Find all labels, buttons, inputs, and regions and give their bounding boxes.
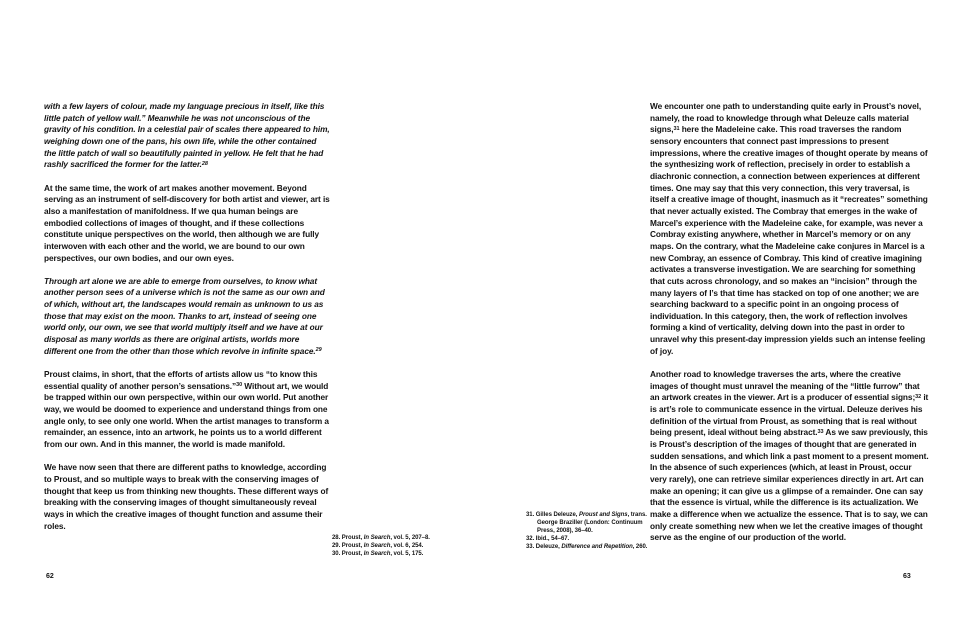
paragraph-material-signs: We encounter one path to understanding quite early in Proust’s novel, namely, the road to knowledge through what Deleuze calls material signs,$^{31}$ here the Madeleine cake. This road traverses the random sensory encounters that connect past impressions to present impressions, where the creative images of thought operate by means of the synthesizing work of reflection, precisely in order to establish a diachronic connection, a connection between experiences at different times. One may say that this very connection, this very traversal, is itself a creative image of thought, inasmuch as it “recreates” something that never actually existed. The Combray that emerges in the wake of Marcel’s experience with the Madeleine cake, for example, was never a Combray existing anywhere, whether in Marcel’s memory or on any maps. On the contrary, what the Madeleine cake conjures in Marcel is a new Combray, an essence of Combray. This kind of creative imagining activates a transverse investigation. We are searching for something that cuts across chronology, and so makes an “incision” through the many layers of I’s that time has stacked on top of one another; we are searching backward to a specific point in an ongoing process of individuation. In this category, then, the work of reflection involves forming a kind of verticality, delving down into the past in order to unravel why this present-day impression yields such an intense feeling of joy. [650, 101, 928, 356]
right-page-text-column [650, 101, 930, 544]
footnote-32: 32. Ibid., 54–67. [526, 535, 570, 542]
paragraph-paths-to-knowledge: We have now seen that there are different paths to knowledge, according to Proust, and so multiple ways to break with the conserving images of thought that keep us from thinking new thoughts. These different ways of breaking with the conserving images of thought simultaneously reveal ways in which the creative images of thought function and assume their roles. [44, 462, 329, 531]
footnote-30: 30. Proust, In Search, vol. 5, 175. [332, 550, 424, 557]
footnote-31: 31. Gilles Deleuze, Proust and Signs, trans. George Braziller (London: Continuum Press, 2008), 36–40. [526, 512, 647, 534]
left-page-text-column [44, 101, 330, 532]
footnote-33: 33. Deleuze, Difference and Repetition, 260. [526, 543, 648, 550]
paragraph-another-road: Another road to knowledge traverses the arts, where the creative images of thought must unravel the meaning of the “little furrow” that an artwork creates in the viewer. Art is a producer of essential signs;$^{32}$ it is art’s role to communicate essence in the virtual. Deleuze derives his definition of the virtual from Proust, as something that is real without being present, ideal without being abstract.$^{33}$ As we saw previously, this is Proust’s description of the images of thought that are generated in sudden sensations, and which link a past moment to a present moment. In the absence of such experiences (which, at least in Proust, occur very rarely), one can retrieve similar experiences directly in art. Art can make an opening; it can give us a glimpse of a remainder. One can say that the essence is virtual, while the difference is its actualization. We make a difference when we actualize the essence. That is to say, we can only create something new when we let the creative images of thought serve as the engine of our production of the world. [650, 369, 929, 543]
paragraph-quote-through-art: Through art alone we are able to emerge from ourselves, to know what another person sees of a universe which is not the same as our own and of which, without art, the landscapes would remain as unknown to us as those that may exist on the moon. Thanks to art, instead of seeing one world only, our own, we see that world multiply itself and we have at our disposal as many worlds as there are original artists, worlds more different one from the other than those which revolve in infinite space.$^{29}$ [44, 275, 325, 356]
page-number-left: 62 [46, 573, 54, 580]
paragraph-work-of-art: At the same time, the work of art makes another movement. Beyond serving as an instrument of self-discovery for both artist and viewer, art is also a manifestation of manifoldness. If we qua human beings are embodied collections of images of thought, and if these collections constitute unique perspectives on the world, then although we are fully interwoven with each other and the world, we are bound to our own perspectives, our own bodies, and our own eyes. [44, 182, 330, 263]
page-number-right: 63 [903, 573, 911, 580]
footnotes-right-page [526, 512, 650, 552]
footnote-28: 28. Proust, In Search, vol. 5, 207–8. [332, 535, 430, 541]
footnote-29: 29. Proust, In Search, vol. 6, 254. [332, 542, 424, 549]
paragraph-proust-claims: Proust claims, in short, that the efforts of artists allow us “to know this essential quality of another person’s sensations.”$^{30}$ Without art, we would be trapped within our own perspective, within our own world. Put another way, we would be doomed to experience and understand things from one angle only, to see only one world. When the artist manages to transform a remainder, an essence, into an artwork, he points us to a world different from our own. And in this manner, the world is made manifold. [44, 369, 329, 449]
paragraph-quote-yellow-wall: with a few layers of colour, made my language precious in itself, like this little patch of yellow wall.” Meanwhile he was not unconscious of the gravity of his condition. In a celestial pair of scales there appeared to him, weighing down one of the pans, his own life, while the other contained the little patch of wall so beautifully painted in yellow. He felt that he had rashly sacrificed the former for the latter.$^{28}$ [44, 101, 330, 170]
footnotes-left-page [332, 535, 482, 559]
